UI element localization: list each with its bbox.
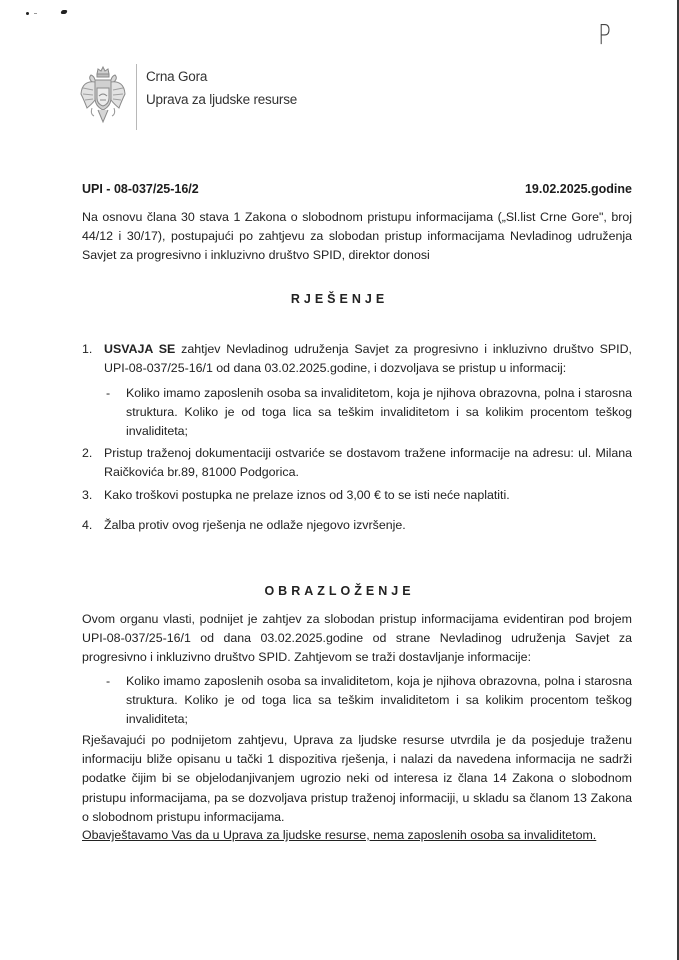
decision-item-4 [82, 516, 632, 535]
country-name: Crna Gora [146, 69, 208, 84]
item-text: Kako troškovi postupka ne prelaze iznos od 3,00 € to se isti neće naplatiti. [104, 488, 510, 502]
letterhead [78, 64, 297, 130]
decision-item-3 [82, 486, 632, 505]
item-bold-lead: USVAJA SE [104, 342, 176, 356]
scan-artifact [34, 13, 37, 14]
decision-item-2 [82, 444, 632, 482]
item-text: Pristup traženoj dokumentaciji ostvariće se dostavom tražene informacije na adresu: ul. Milana Raičkovića br.89, 81000 Podgorica. [104, 446, 632, 480]
item-number: 4. [82, 518, 93, 532]
explanation-requested-info [104, 672, 632, 730]
decision-item-1 [82, 340, 632, 378]
decision-requested-info [104, 384, 632, 442]
montenegro-coat-of-arms-icon [78, 64, 128, 128]
item-number: 1. [82, 342, 93, 356]
item-number: 2. [82, 446, 93, 460]
explanation-paragraph-2: Rješavajući po podnijetom zahtjevu, Uprava za ljudske resurse utvrdila je da posjeduje traženu informaciju bliže opisanu u tački 1 dispozitiva rješenja, i nalazi da navedena informacija ne sadrži podatke čijim bi se objelodanjivanjem ugrozio neki od interesa iz člana 14 Zakona o slobodnom pristupu informacijama, pa se dozvoljava pristup traženoj informaciji, u skladu sa članom 13 Zakona o slobodnom pristupu informacijama. [82, 733, 632, 824]
scan-artifact [60, 10, 67, 14]
scan-artifact [26, 12, 29, 15]
document-date: 19.02.2025.godine [524, 182, 632, 196]
decision-heading: RJEŠENJE [290, 292, 389, 306]
reference-number: UPI - 08-037/25-16/2 [82, 182, 199, 196]
item-body: zahtjev Nevladinog udruženja Savjet za progresivno i inkluzivno društvo SPID, UPI-08-037/25-16/1 od dana 03.02.2025.godine, i dozvoljava se pristup u informacij: [104, 342, 632, 376]
bullet-text: Koliko imamo zaposlenih osoba sa invaliditetom, koja je njihova obrazovna, polna i starosna struktura. Koliko je od toga lica sa teškim invaliditetom i sa kolikim procentom teškog invaliditeta; [126, 386, 632, 439]
item-text [104, 340, 632, 378]
bullet-dash: - [106, 674, 111, 688]
bullet-text: Koliko imamo zaposlenih osoba sa invaliditetom, koja je njihova obrazovna, polna i starosna struktura. Koliko je od toga lica sa teškim invaliditetom i sa kolikim procentom teškog invaliditeta; [126, 674, 632, 727]
handwritten-mark: P [598, 18, 611, 51]
letterhead-divider [136, 64, 137, 130]
item-number: 3. [82, 488, 93, 502]
conclusion-statement: Obavještavamo Vas da u Uprava za ljudske resurse, nema zaposlenih osoba sa invaliditetom. [82, 828, 597, 842]
bullet-dash: - [106, 386, 111, 400]
item-text: Žalba protiv ovog rješenja ne odlaže njegovo izvršenje. [104, 518, 406, 532]
explanation-heading: OBRAZLOŽENJE [264, 584, 415, 598]
agency-name: Uprava za ljudske resurse [146, 92, 298, 107]
reference-row [82, 182, 632, 196]
intro-paragraph: Na osnovu člana 30 stava 1 Zakona o slobodnom pristupu informacijama („Sl.list Crne Gore", broj 44/12 i 30/17), postupajući po zahtjevu za slobodan pristup informacijama Nevladinog udruženja Savjet za progresivno i inkluzivno društvo SPID, direktor donosi [82, 210, 632, 263]
explanation-paragraph-1: Ovom organu vlasti, podnijet je zahtjev za slobodan pristup informacijama evidentiran pod brojem UPI-08-037/25-16/1 od dana 03.02.2025.godine od strane Nevladinog udruženja Savjet za progresivno i inkluzivno društvo SPID. Zahtjevom se traži dostavljanje informacije: [82, 612, 632, 665]
